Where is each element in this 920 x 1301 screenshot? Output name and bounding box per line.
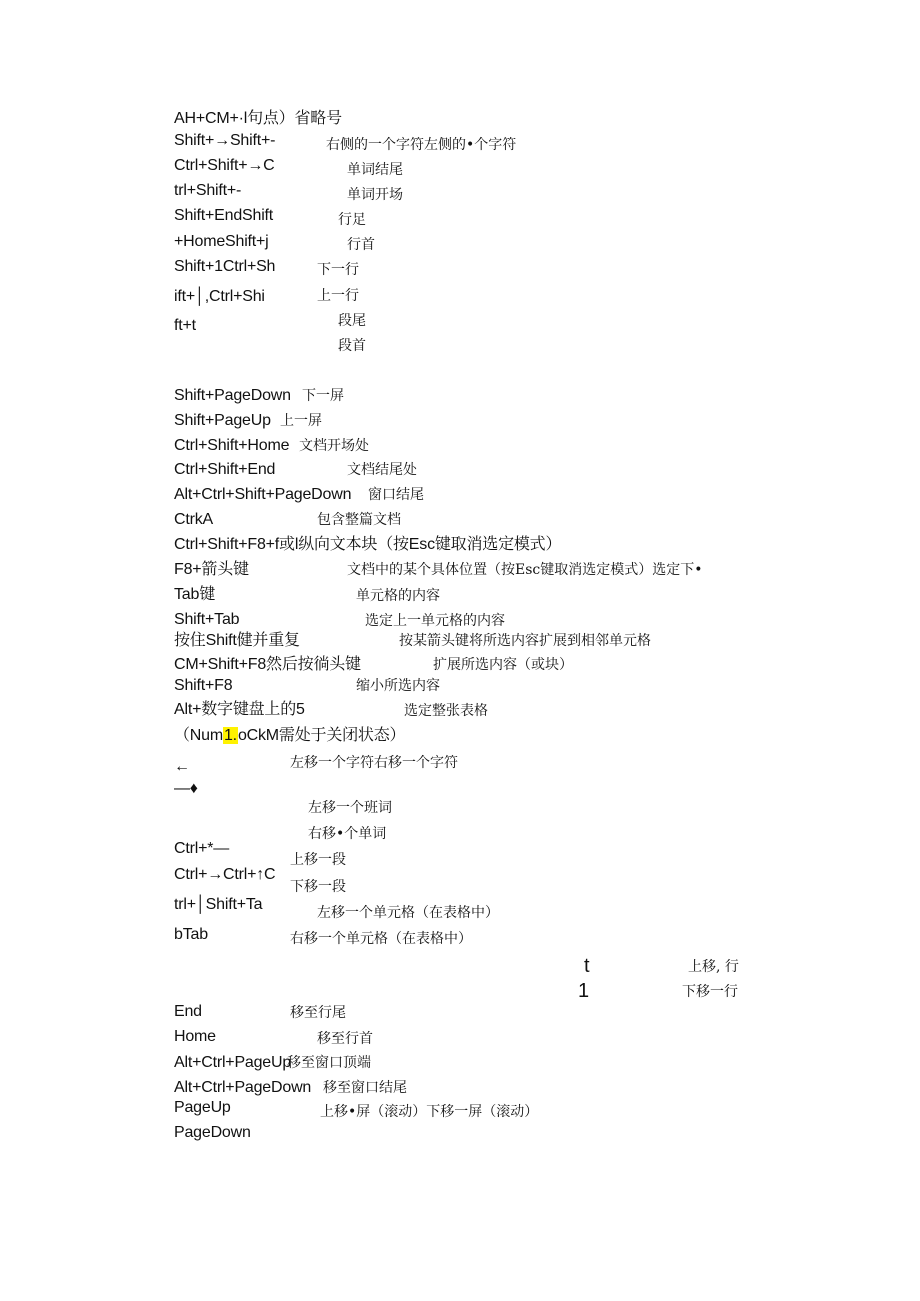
left-arrow-icon: ← (174, 758, 190, 775)
numlock-note (174, 727, 405, 745)
shortcut-description: 按某箭头键将所选内容扩展到相邻单元格 (399, 633, 651, 649)
shortcut-key: Tab键 (174, 586, 215, 603)
shortcut-description: 文档结尾处 (347, 462, 417, 478)
shortcut-description: 右移•个单词 (308, 826, 387, 842)
numlock-note-suffix: oCkM需处于关闭状态） (237, 727, 406, 744)
shortcut-key: Shift+PageDown (174, 387, 291, 404)
shortcut-description: 文档开场处 (299, 438, 369, 454)
shortcut-key: Shift+EndShift (174, 207, 274, 224)
shortcut-key: Alt+数字键盘上的5 (174, 701, 305, 718)
shortcut-description: 窗口结尾 (368, 487, 424, 503)
shortcut-key: CM+Shift+F8然后按徜头键 (174, 656, 361, 673)
shortcut-description: 文档中的某个具体位置（按Esc键取消选定模式）选定下• (347, 562, 703, 578)
shortcut-description: 移至窗口顶端 (287, 1055, 371, 1071)
shortcut-description: 移至窗口结尾 (323, 1080, 407, 1096)
shortcut-description: 行足 (338, 212, 366, 228)
shortcut-key: End (174, 1003, 202, 1020)
shortcut-description: 段尾 (338, 313, 366, 329)
shortcut-description: 单元格的内容 (356, 588, 440, 604)
shortcut-description: 左移一个单元格（在表格中） (317, 905, 499, 921)
shortcut-description: 右侧的一个字符左侧的•个字符 (326, 137, 517, 153)
shortcut-key: +HomeShift+j (174, 233, 269, 250)
right-arrow-icon: —♦ (174, 780, 198, 797)
shortcut-description: 下移一行 (682, 984, 738, 1000)
shortcut-key: AH+CM+·l句点）省略号 (174, 110, 342, 127)
shortcut-description: 左移一个班词 (308, 800, 392, 816)
shortcut-key: Home (174, 1028, 216, 1045)
shortcut-key: Ctrl+→Ctrl+↑C (174, 866, 276, 883)
numlock-highlight: 1. (223, 727, 237, 744)
shortcut-key: ift+│,Ctrl+Shi (174, 288, 265, 305)
shortcut-key: Shift+F8 (174, 677, 233, 694)
up-arrow-symbol: t (584, 955, 590, 977)
shortcut-description: 选定整张表格 (404, 703, 488, 719)
shortcut-description: 下移一段 (290, 879, 346, 895)
shortcut-description: 上一行 (317, 288, 359, 304)
shortcut-description: 扩展所选内容（或块） (433, 657, 573, 673)
shortcut-description: 段首 (338, 338, 366, 354)
shortcut-key: Ctrl+Shift+F8+f或l纵向文本块（按Esc键取消选定模式） (174, 536, 562, 553)
shortcut-key: Ctrl+Shift+Home (174, 437, 290, 454)
shortcut-key: PageUp (174, 1099, 231, 1116)
shortcut-key: Alt+Ctrl+PageDown (174, 1079, 312, 1096)
shortcut-description: 上移•屏（滚动）下移一屏（滚动） (320, 1104, 539, 1120)
shortcut-key: bTab (174, 926, 208, 943)
shortcut-key: ft+t (174, 317, 196, 334)
shortcut-key: PageDown (174, 1124, 251, 1141)
shortcut-key: Shift+→Shift+- (174, 132, 276, 149)
shortcut-description: 左移一个字符右移一个字符 (290, 755, 458, 771)
shortcut-key: Ctrl+Shift+→C (174, 157, 275, 174)
shortcut-key: Ctrl+Shift+End (174, 461, 276, 478)
shortcut-key: F8+箭头键 (174, 561, 249, 578)
shortcut-description: 上一屏 (280, 413, 322, 429)
numlock-note-prefix: （Num (174, 727, 223, 744)
shortcut-key: 按住Shift健并重复 (174, 632, 300, 649)
shortcut-description: 选定上一单元格的内容 (365, 613, 505, 629)
shortcut-description: 单词结尾 (347, 162, 403, 178)
shortcut-description: 移至行尾 (290, 1005, 346, 1021)
shortcut-description: 下一行 (317, 262, 359, 278)
shortcut-key: trl+Shift+- (174, 182, 242, 199)
down-arrow-symbol: 1 (578, 980, 589, 1002)
shortcut-key: Shift+1Ctrl+Sh (174, 258, 276, 275)
shortcut-description: 移至行首 (317, 1031, 373, 1047)
shortcut-description: 缩小所选内容 (356, 678, 440, 694)
shortcut-description: 上移一段 (290, 852, 346, 868)
shortcut-key: Shift+Tab (174, 611, 240, 628)
shortcut-key: Alt+Ctrl+Shift+PageDown (174, 486, 352, 503)
shortcut-key: trl+│Shift+Ta (174, 896, 263, 913)
shortcut-description: 行首 (347, 237, 375, 253)
shortcut-key: Ctrl+*— (174, 840, 230, 857)
shortcut-description: 右移一个单元格（在表格中） (290, 931, 472, 947)
shortcut-key: CtrkA (174, 511, 214, 528)
shortcut-key: Alt+Ctrl+PageUp (174, 1054, 292, 1071)
shortcut-description: 下一屏 (302, 388, 344, 404)
shortcut-description: 包含整篇文档 (317, 512, 401, 528)
shortcut-key: Shift+PageUp (174, 412, 271, 429)
shortcut-description: 上移, 行 (688, 959, 739, 975)
shortcut-description: 单词开场 (347, 187, 403, 203)
